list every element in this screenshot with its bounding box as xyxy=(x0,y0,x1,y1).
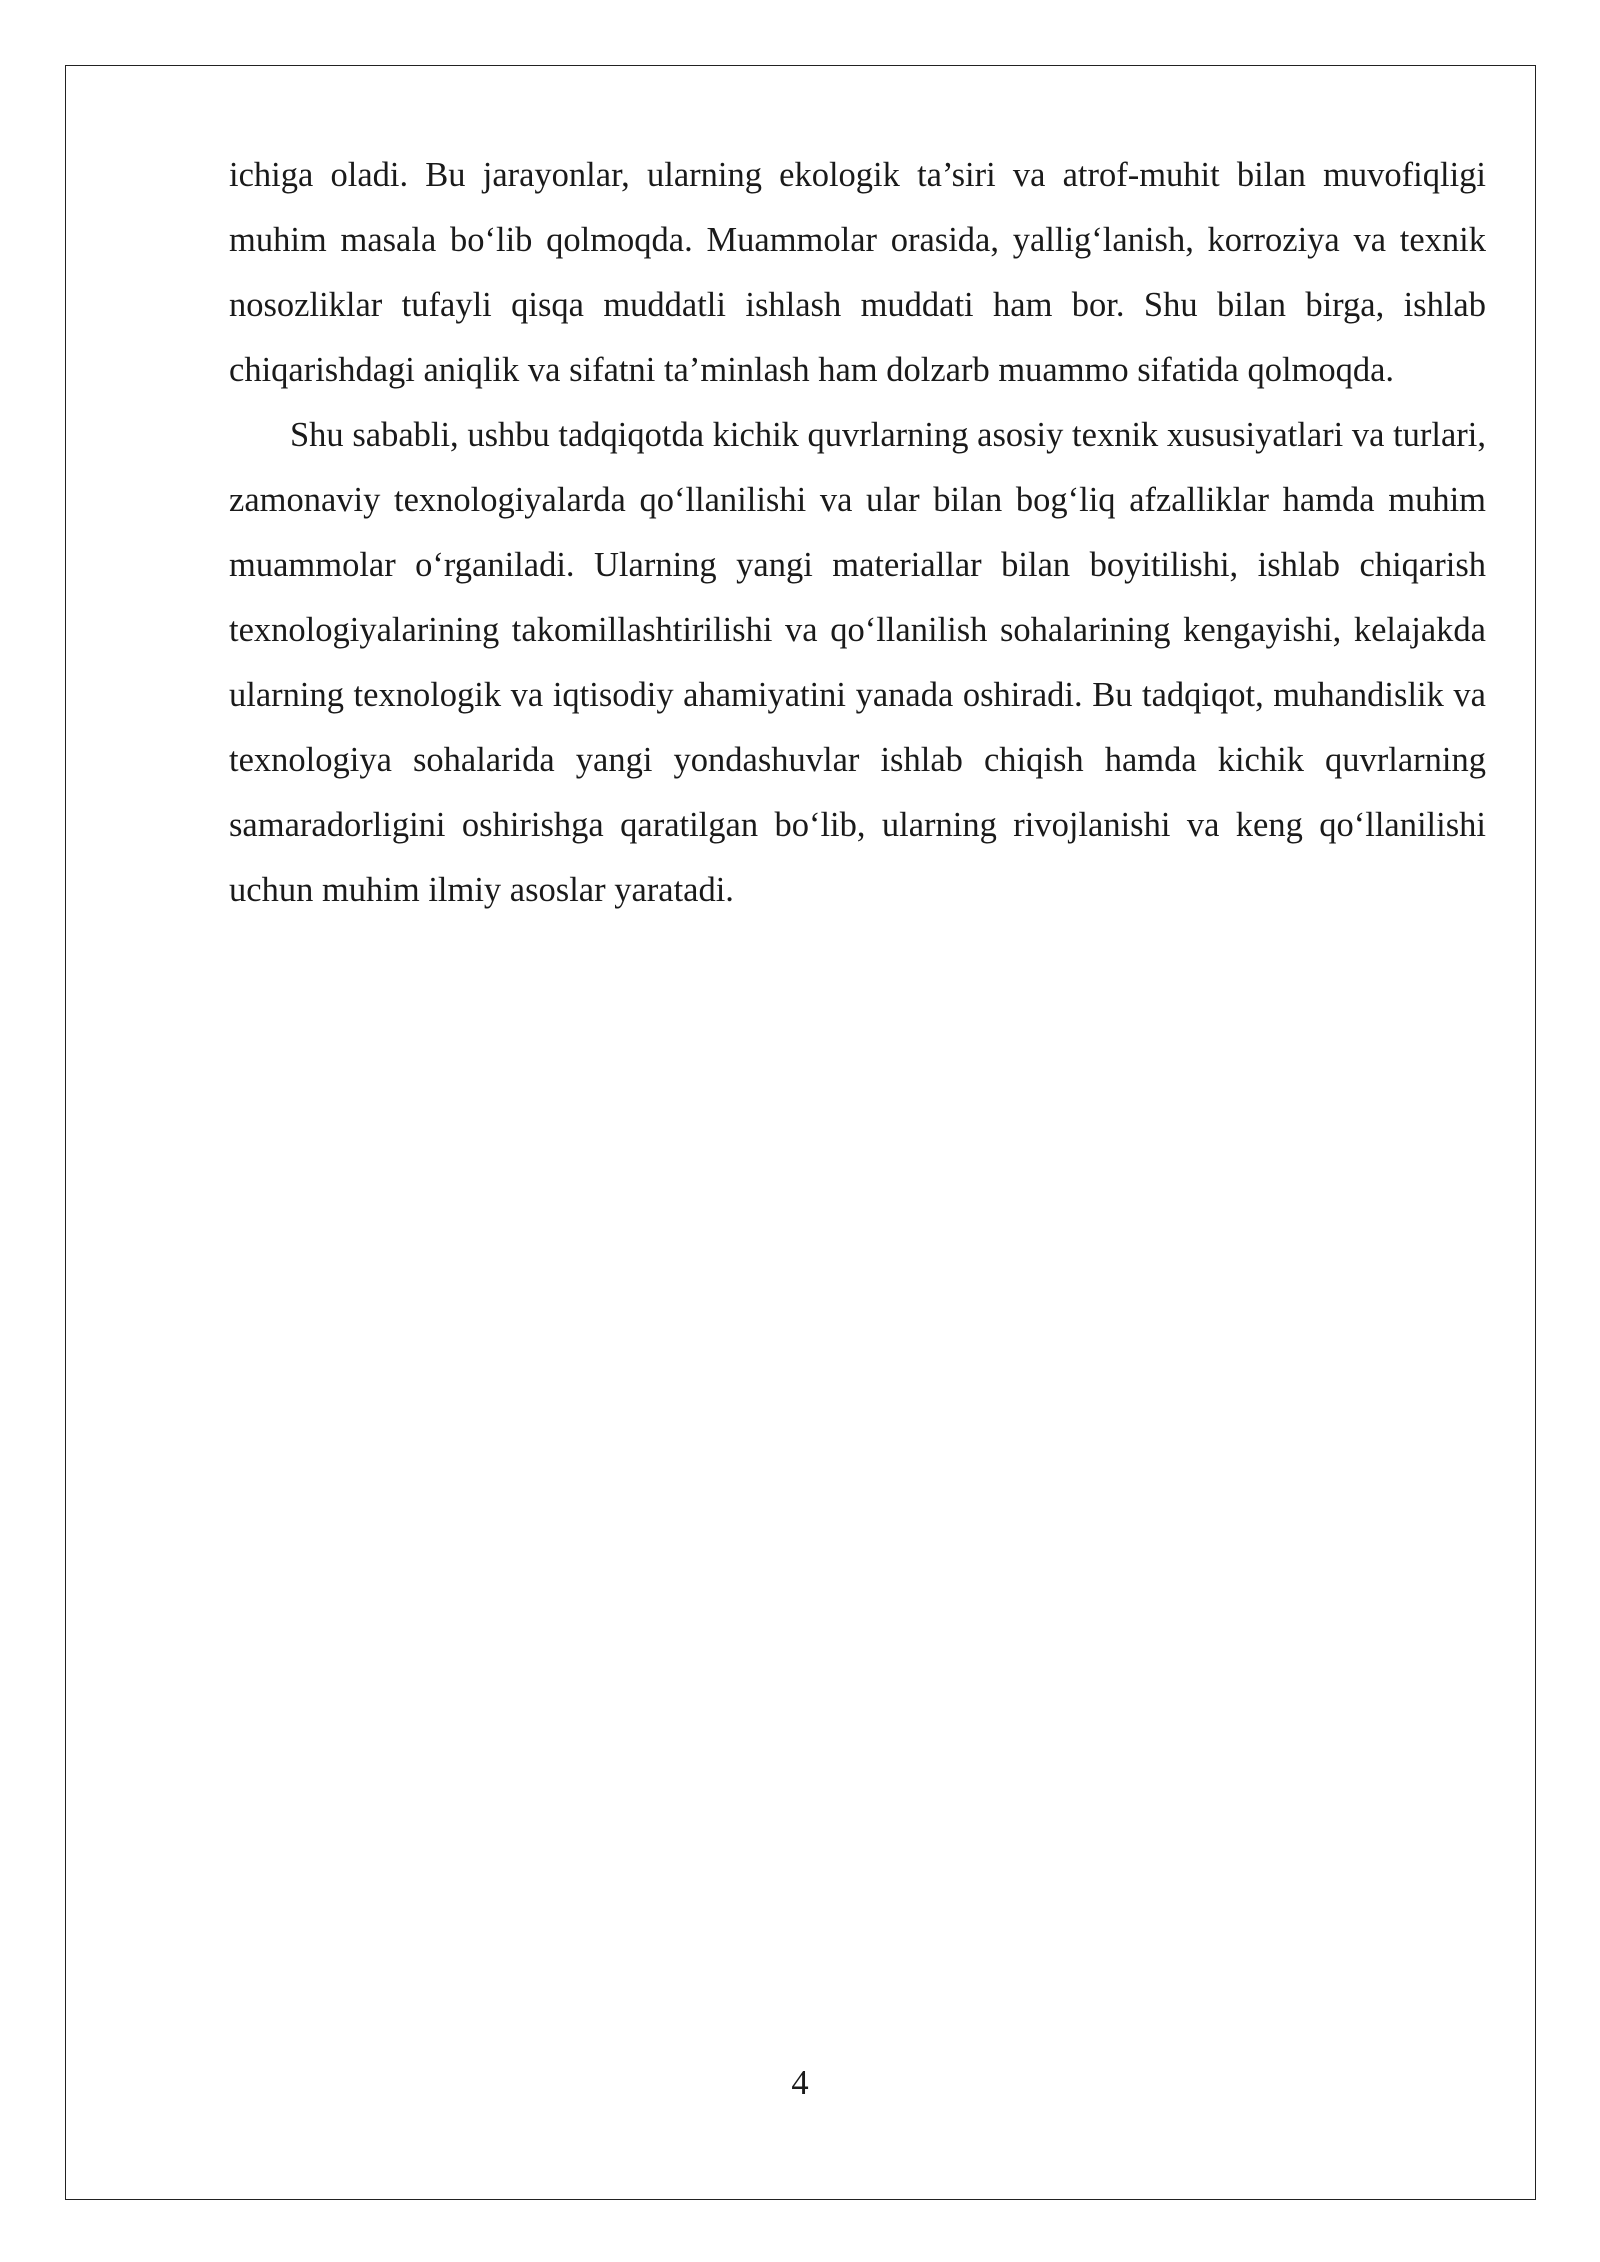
page-number: 4 xyxy=(791,2064,809,2102)
body-text xyxy=(229,143,1486,923)
paragraph-research-scope: Shu sababli, ushbu tadqiqotda kichik quvrlarning asosiy texnik xususiyatlari va turlari, zamonaviy texnologiyalarda qo‘llanilishi va ular bilan bog‘liq afzalliklar hamda muhim muammolar o‘rganiladi. Ularning yangi materiallar bilan boyitilishi, ishlab chiqarish texnologiyalarining takomillashtirilishi va qo‘llanilish sohalarining kengayishi, kelajakda ularning texnologik va iqtisodiy ahamiyatini yanada oshiradi. Bu tadqiqot, muhandislik va texnologiya sohalarida yangi yondashuvlar ishlab chiqish hamda kichik quvrlarning samaradorligini oshirishga qaratilgan bo‘lib, ularning rivojlanishi va keng qo‘llanilishi uchun muhim ilmiy asoslar yaratadi. xyxy=(229,416,1486,909)
paragraph-continuation: ichiga oladi. Bu jarayonlar, ularning ekologik ta’siri va atrof-muhit bilan muvofiqligi muhim masala bo‘lib qolmoqda. Muammolar orasida, yallig‘lanish, korroziya va texnik nosozliklar tufayli qisqa muddatli ishlash muddati ham bor. Shu bilan birga, ishlab chiqarishdagi aniqlik va sifatni ta’minlash ham dolzarb muammo sifatida qolmoqda. xyxy=(229,156,1486,389)
